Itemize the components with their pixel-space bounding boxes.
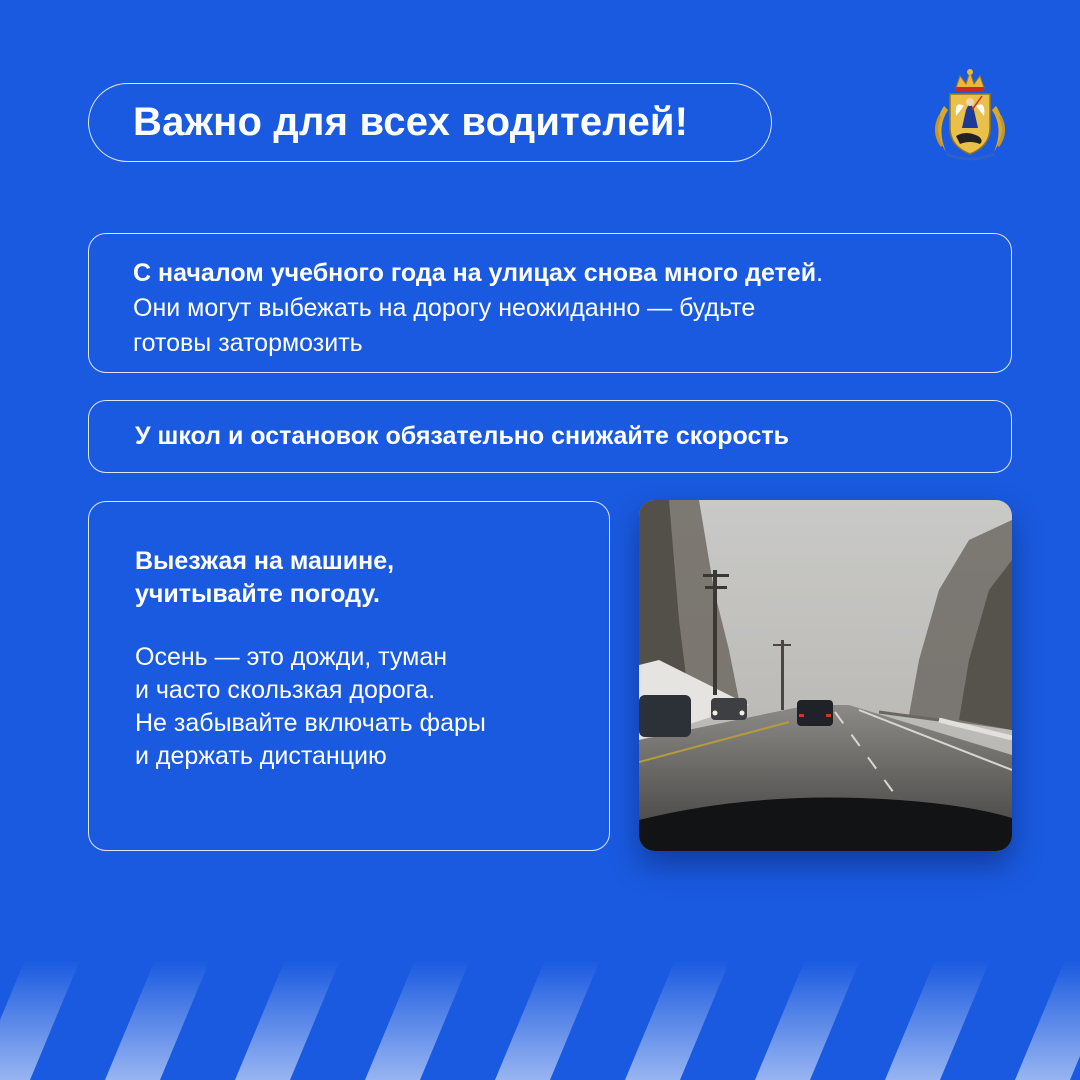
schools-speed-text: У школ и остановок обязательно снижайте скорость (135, 422, 789, 450)
children-warning-line3: готовы затормозить (133, 329, 363, 357)
weather-body-line3: Не забывайте включать фары (135, 709, 486, 737)
weather-card (88, 501, 610, 851)
schools-speed-card (88, 400, 1012, 473)
weather-body-line4: и держать дистанцию (135, 742, 387, 770)
title-pill (88, 83, 772, 162)
foggy-road-photo (639, 500, 1012, 851)
children-warning-line1 (133, 256, 971, 291)
decorative-stripes (0, 960, 1080, 1080)
weather-body-line1: Осень — это дожди, туман (135, 643, 448, 671)
children-warning-line2: Они могут выбежать на дорогу неожиданно — будьте (133, 294, 756, 322)
coat-of-arms-icon (926, 66, 1014, 166)
weather-heading-line2: учитывайте погоду. (135, 580, 381, 608)
weather-body (135, 641, 579, 773)
weather-body-line2: и часто скользкая дорога. (135, 676, 436, 704)
children-warning-period: . (816, 259, 824, 287)
weather-heading-line1: Выезжая на машине, (135, 547, 395, 575)
children-warning-bold: С началом учебного года на улицах снова много детей (133, 259, 817, 287)
page-title: Важно для всех водителей! (133, 100, 689, 144)
children-warning-card (88, 233, 1012, 373)
weather-heading (135, 545, 579, 611)
